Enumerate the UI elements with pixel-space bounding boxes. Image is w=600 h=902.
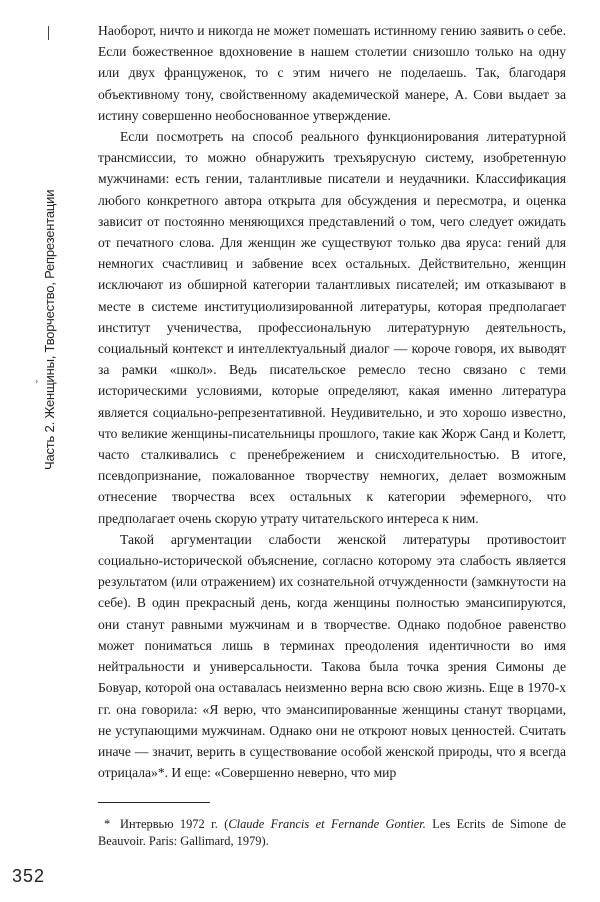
paragraph-2: Если посмотреть на способ реального функционирования литературной трансмиссии, то можно обнаружить трехъярусную систему, изобретенную мужчинами: есть гении, талантливые писатели и неудачники. Классификация любого конкретного автора открыта для обсуждения и пересмотра, и оценка зависит от постоянно меняющихся представлений о том, чего следует ожидать от печатного слова. Для женщин же существуют только два яруса: гений для немногих счастливиц и забвение всех остальных. Действительно, женщин исключают из обширной категории талантливых писателей; им отказывают в месте в системе институциолизированной литературы, которая предполагает институт ученичества, профессиональную литературную деятельность, социальный контекст и интеллектуальный диалог — короче говоря, их выводят за рамки «школ». Ведь писательское ремесло тесно связано с теми историческими условиями, которые определяют, какая именно литература является социально-репрезентативной. Неудивительно, и это хорошо известно, что великие женщины-писательницы прошлого, такие как Жорж Санд и Колетт, часто сталкивались с пренебрежением и снисходительностью. В итоге, псевдопризнание, пожалованное творчеству немногих, делает возможным отнесение творчества всех остальных к категории эфемерного, что предполагает очень скорую утрату читательского интереса к ним. bbox=[98, 129, 566, 526]
footnote bbox=[98, 816, 566, 850]
page-number: 352 bbox=[12, 866, 46, 886]
margin-rule bbox=[48, 26, 49, 40]
paragraph-1: Наоборот, ничто и никогда не может помешать истинному гению заявить о себе. Если божественное вдохновение в нашем столетии снизошло только на одну или двух француженок, то с этим ничего не поделаешь. Так, благодаря объективному тону, свойственному академической манере, А. Сови выдает за истину совершенно необоснованное утверждение. bbox=[98, 23, 566, 123]
running-head: Часть 2. Женщины, Творчество, Репрезентации bbox=[42, 189, 57, 470]
footnote-rule bbox=[98, 802, 210, 803]
footnote-prefix: Интервью 1972 г. ( bbox=[120, 817, 229, 831]
footnote-authors: Claude Francis et Fernande Gontier. bbox=[228, 817, 426, 831]
footnote-suffix: Les Ecrits de Simone de Beauvoir. Paris: Gallimard, 1979). bbox=[98, 817, 566, 848]
margin-mark: › bbox=[35, 376, 39, 387]
paragraph-3: Такой аргументации слабости женской литературы противостоит социально-исторической объяснение, согласно которому эта слабость является результатом (или отражением) их сознательной отчужденности (замкнутости на себе). В один прекрасный день, когда женщины полностью эмансипируются, они станут равными мужчинам и в творчестве. Однако подобное равенство может пониматься лишь в терминах преодоления идентичности во имя нейтральности и универсальности. Такова была точка зрения Симоны де Бовуар, которой она оставалась неизменно верна всю свою жизнь. Еще в 1970-х гг. она говорила: «Я верю, что эмансипированные женщины станут творцами, не уступающими мужчинам. Однако они не откроют новых ценностей. Считать иначе — значит, верить в существование особой женской природы, что я всегда отрицала»*. И еще: «Совершенно неверно, что мир bbox=[98, 531, 566, 781]
footnote-marker: * bbox=[104, 817, 111, 831]
body-text bbox=[98, 20, 566, 783]
